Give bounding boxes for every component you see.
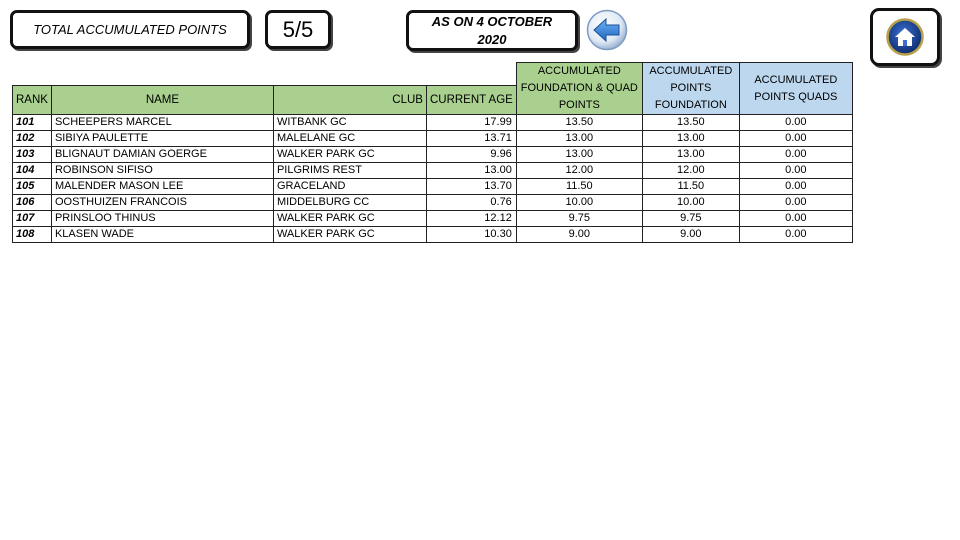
- cell-rank: 107: [13, 211, 52, 227]
- table-row: [13, 227, 853, 243]
- cell-acc-fq: 9.75: [516, 211, 642, 227]
- cell-rank: 106: [13, 195, 52, 211]
- date-badge: [406, 10, 578, 51]
- cell-acc-f: 13.00: [642, 147, 739, 163]
- cell-name: SIBIYA PAULETTE: [51, 131, 273, 147]
- cell-name: BLIGNAUT DAMIAN GOERGE: [51, 147, 273, 163]
- arrow-left-icon: [586, 9, 628, 51]
- page-title-text: TOTAL ACCUMULATED POINTS: [33, 22, 227, 37]
- table-row: [13, 195, 853, 211]
- cell-name: OOSTHUIZEN FRANCOIS: [51, 195, 273, 211]
- cell-acc-q: 0.00: [739, 179, 852, 195]
- cell-name: ROBINSON SIFISO: [51, 163, 273, 179]
- cell-age: 13.71: [426, 131, 516, 147]
- cell-age: 17.99: [426, 115, 516, 131]
- cell-acc-fq: 13.00: [516, 147, 642, 163]
- cell-age: 10.30: [426, 227, 516, 243]
- column-header-name: NAME: [51, 86, 273, 115]
- cell-club: GRACELAND: [273, 179, 426, 195]
- cell-acc-fq: 13.00: [516, 131, 642, 147]
- cell-club: WALKER PARK GC: [273, 211, 426, 227]
- cell-acc-fq: 13.50: [516, 115, 642, 131]
- points-table: [12, 62, 853, 243]
- table-row: [13, 131, 853, 147]
- cell-acc-f: 11.50: [642, 179, 739, 195]
- cell-acc-f: 10.00: [642, 195, 739, 211]
- cell-name: PRINSLOO THINUS: [51, 211, 273, 227]
- cell-club: WALKER PARK GC: [273, 147, 426, 163]
- cell-acc-f: 9.00: [642, 227, 739, 243]
- cell-club: WALKER PARK GC: [273, 227, 426, 243]
- cell-acc-q: 0.00: [739, 227, 852, 243]
- cell-acc-fq: 9.00: [516, 227, 642, 243]
- column-header-age: CURRENT AGE: [426, 86, 516, 115]
- date-line-1: AS ON 4 OCTOBER: [431, 13, 553, 29]
- column-header-club: CLUB: [273, 86, 426, 115]
- cell-club: PILGRIMS REST: [273, 163, 426, 179]
- cell-age: 0.76: [426, 195, 516, 211]
- cell-name: MALENDER MASON LEE: [51, 179, 273, 195]
- cell-acc-f: 9.75: [642, 211, 739, 227]
- cell-acc-q: 0.00: [739, 131, 852, 147]
- header-spacer: [13, 63, 517, 86]
- cell-age: 12.12: [426, 211, 516, 227]
- date-line-2: 2020: [477, 31, 507, 47]
- cell-acc-q: 0.00: [739, 195, 852, 211]
- cell-rank: 103: [13, 147, 52, 163]
- page-title: [10, 10, 250, 49]
- column-header-rank: RANK: [13, 86, 52, 115]
- cell-acc-fq: 12.00: [516, 163, 642, 179]
- table-header-row-top: [13, 63, 853, 86]
- cell-acc-fq: 11.50: [516, 179, 642, 195]
- cell-rank: 105: [13, 179, 52, 195]
- cell-acc-q: 0.00: [739, 115, 852, 131]
- cell-age: 13.70: [426, 179, 516, 195]
- table-row: [13, 115, 853, 131]
- home-button[interactable]: [870, 8, 940, 66]
- table-row: [13, 211, 853, 227]
- cell-club: MALELANE GC: [273, 131, 426, 147]
- table-row: [13, 147, 853, 163]
- cell-acc-f: 13.50: [642, 115, 739, 131]
- cell-acc-q: 0.00: [739, 163, 852, 179]
- table-row: [13, 179, 853, 195]
- cell-acc-fq: 10.00: [516, 195, 642, 211]
- cell-acc-f: 12.00: [642, 163, 739, 179]
- cell-rank: 108: [13, 227, 52, 243]
- column-header-acc-quads: ACCUMULATED POINTS QUADS: [739, 63, 852, 115]
- column-header-acc-foundation-quad: ACCUMULATED FOUNDATION & QUAD POINTS: [516, 63, 642, 115]
- page-indicator-text: 5/5: [282, 16, 314, 42]
- cell-name: SCHEEPERS MARCEL: [51, 115, 273, 131]
- cell-age: 13.00: [426, 163, 516, 179]
- cell-acc-f: 13.00: [642, 131, 739, 147]
- cell-name: KLASEN WADE: [51, 227, 273, 243]
- table-row: [13, 163, 853, 179]
- cell-club: MIDDELBURG CC: [273, 195, 426, 211]
- cell-age: 9.96: [426, 147, 516, 163]
- back-button[interactable]: [586, 9, 628, 51]
- cell-rank: 104: [13, 163, 52, 179]
- cell-acc-q: 0.00: [739, 211, 852, 227]
- page-indicator: [265, 10, 331, 49]
- cell-rank: 102: [13, 131, 52, 147]
- cell-acc-q: 0.00: [739, 147, 852, 163]
- cell-rank: 101: [13, 115, 52, 131]
- home-icon: [886, 18, 924, 56]
- column-header-acc-foundation: ACCUMULATED POINTS FOUNDATION: [642, 63, 739, 115]
- cell-club: WITBANK GC: [273, 115, 426, 131]
